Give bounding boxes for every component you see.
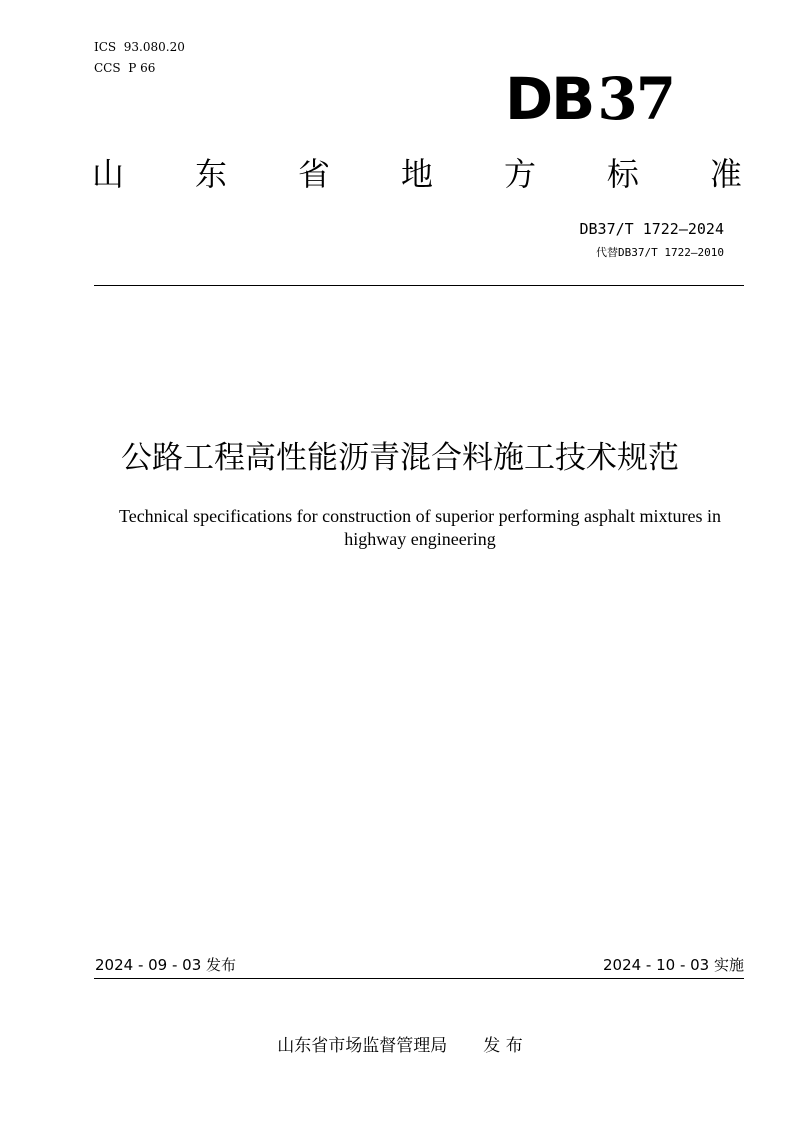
replaces-standard: 代替DB37/T 1722—2010 xyxy=(596,246,724,259)
ics-code: ICS 93.080.20 xyxy=(94,40,185,54)
document-title-en: Technical specifications for construction of superior performing asphalt mixtures in highway engineering xyxy=(118,506,722,549)
publish-date: 2024 - 09 - 03 发布 xyxy=(95,956,237,974)
standard-type-char: 山 xyxy=(92,155,125,193)
standard-type-char: 方 xyxy=(503,155,536,193)
footer-divider xyxy=(94,978,744,979)
standard-type-char: 地 xyxy=(400,155,433,193)
logo-letters: DB xyxy=(505,65,594,133)
standard-number: DB37/T 1722—2024 xyxy=(579,220,724,238)
standard-type-char: 东 xyxy=(194,155,227,193)
document-title-cn: 公路工程高性能沥青混合料施工技术规范 xyxy=(121,440,679,476)
implement-date: 2024 - 10 - 03 实施 xyxy=(602,956,744,974)
ccs-code: CCS P 66 xyxy=(94,61,156,75)
header-divider xyxy=(94,285,744,286)
standard-type-heading xyxy=(92,152,742,196)
issuer-name: 山东省市场监督管理局 xyxy=(277,1036,448,1056)
standard-type-char: 省 xyxy=(297,155,330,193)
logo-number: 37 xyxy=(597,65,675,133)
issuer-action: 发 布 xyxy=(483,1036,523,1056)
issuer-line xyxy=(0,1034,800,1058)
db37-logo xyxy=(505,64,690,134)
standard-type-char: 标 xyxy=(606,155,639,193)
standard-type-char: 准 xyxy=(709,155,742,193)
